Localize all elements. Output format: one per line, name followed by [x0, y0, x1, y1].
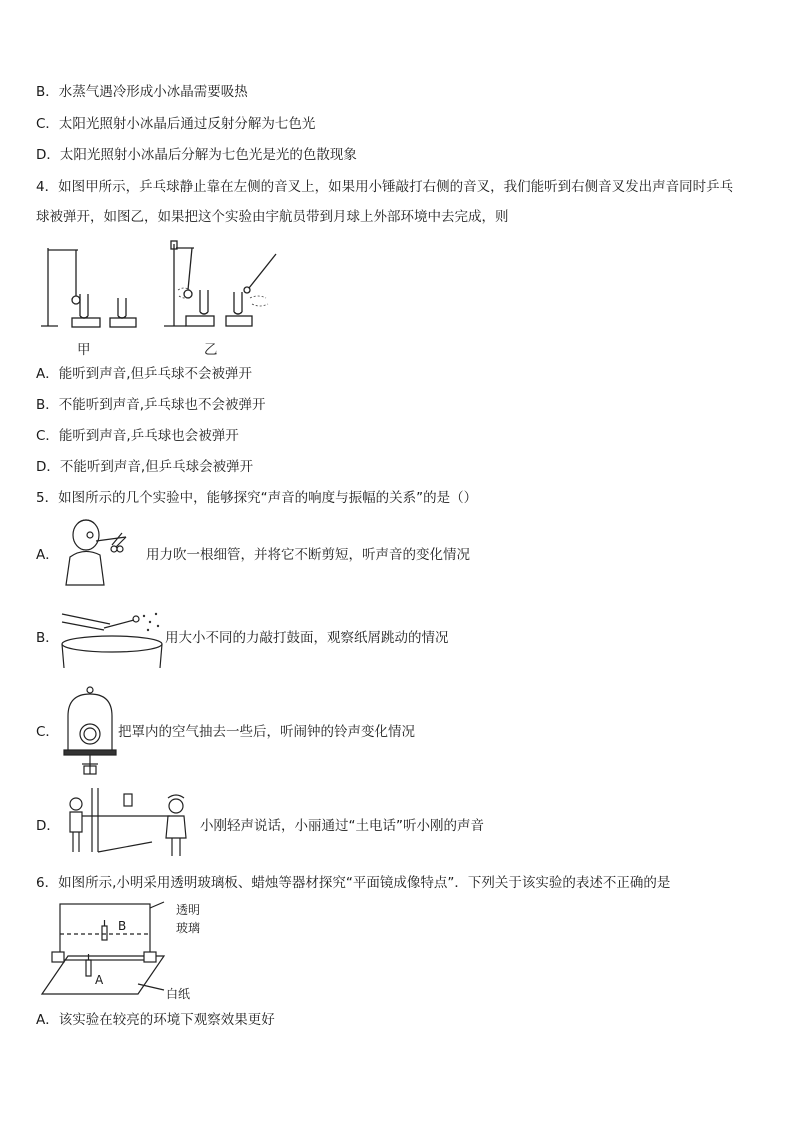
q4-option-a: A．能听到声音,但乒乓球不会被弹开: [36, 366, 253, 382]
q5-option-c-image: [62, 686, 118, 778]
q5-option-b-image: [60, 608, 164, 670]
plane-mirror-diagram: [38, 898, 168, 1004]
plane-mirror-figure: [38, 898, 168, 1004]
label-glass-line2: 玻璃: [176, 921, 201, 935]
drum-illustration: [60, 608, 164, 670]
bell-jar-illustration: [62, 686, 118, 778]
q5-option-b-text: 用大小不同的力敲打鼓面，观察纸屑跳动的情况: [165, 630, 449, 646]
label-candle-b: B: [118, 919, 127, 933]
string-telephone-illustration: [62, 786, 200, 860]
q5-stem: 5．如图所示的几个实验中，能够探究“声音的响度与振幅的关系”的是（）: [36, 490, 478, 506]
q4-stem-line2: 球被弹开，如图乙，如果把这个实验由宇航员带到月球上外部环境中去完成，则: [36, 209, 509, 225]
tuning-fork-diagram: [36, 238, 286, 333]
label-glass-line1: 透明: [176, 903, 201, 917]
q4-option-b: B．不能听到声音,乒乓球也不会被弹开: [36, 397, 266, 413]
blowing-straw-illustration: [64, 515, 144, 587]
label-white-paper: 白纸: [166, 987, 191, 1001]
q5-option-d-label: D．: [36, 818, 60, 834]
q3-option-d: D．太阳光照射小冰晶后分解为七色光是光的色散现象: [36, 147, 357, 163]
label-candle-a: A: [95, 973, 104, 987]
q5-option-d-text: 小刚轻声说话，小丽通过“土电话”听小刚的声音: [200, 818, 484, 834]
q5-option-c-text: 把罩内的空气抽去一些后，听闹钟的铃声变化情况: [118, 724, 415, 740]
tuning-fork-figure: [36, 238, 286, 333]
q4-stem-line1: 4．如图甲所示，乒乓球静止靠在左侧的音叉上，如果用小锤敲打右侧的音叉，我们能听到右侧音叉发出声音同时乒乓: [36, 179, 734, 195]
q3-option-b: B．水蒸气遇冷形成小冰晶需要吸热: [36, 84, 248, 100]
q5-option-d-image: [62, 786, 200, 860]
q3-option-c: C．太阳光照射小冰晶后通过反射分解为七色光: [36, 116, 316, 132]
q6-option-a: A．该实验在较亮的环境下观察效果更好: [36, 1012, 275, 1028]
q6-stem: 6．如图所示,小明采用透明玻璃板、蜡烛等器材探究“平面镜成像特点”．下列关于该实验的表述不正确的是: [36, 875, 671, 891]
q5-option-a-label: A．: [36, 547, 59, 563]
q5-option-a-image: [64, 515, 144, 587]
q5-option-b-label: B．: [36, 630, 59, 646]
figure-label-yi: 乙: [204, 342, 218, 358]
figure-label-jia: 甲: [77, 342, 91, 358]
q4-option-c: C．能听到声音,乒乓球也会被弹开: [36, 428, 239, 444]
q5-option-a-text: 用力吹一根细管，并将它不断剪短，听声音的变化情况: [146, 547, 470, 563]
q5-option-c-label: C．: [36, 724, 59, 740]
q4-option-d: D．不能听到声音,但乒乓球会被弹开: [36, 459, 254, 475]
